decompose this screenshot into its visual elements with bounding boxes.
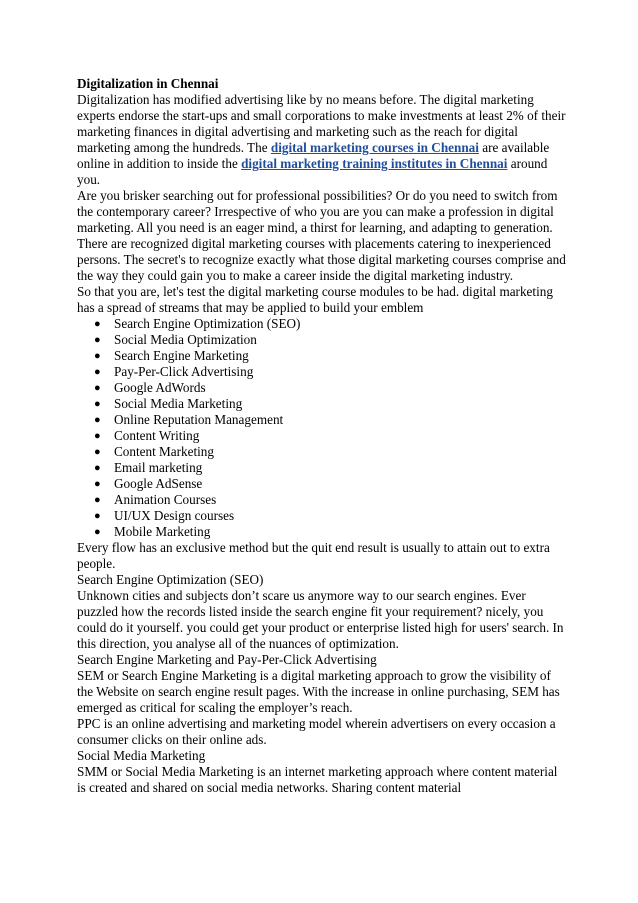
career-paragraph: Are you brisker searching out for professional possibilities? Or do you need to switch from the contemporary career? Irrespective of who you are you can make a profession in digital marketing. All you need is an eager mind, a thirst for learning, and adapting to generation. There are recognized digital marketing courses with placements catering to inexperienced persons. The secret's to recognize exactly what those digital marketing courses comprise and the way they could gain you to make a career inside the digital marketing industry. xyxy=(77,188,566,283)
bullet-icon: ● xyxy=(94,446,101,458)
flow-paragraph: Every flow has an exclusive method but the quit end result is usually to attain out to extra people. xyxy=(77,540,550,571)
seo-paragraph: Unknown cities and subjects don’t scare us anymore way to our search engines. Ever puzzled how the records listed inside the search engine fit your requirement? nicely, you could do it yourself. you could get your product or enterprise listed high for users' search. In this direction, you analyse all of the nuances of optimization. xyxy=(77,588,564,651)
smm-paragraph: SMM or Social Media Marketing is an internet marketing approach where content material is created and shared on social media networks. Sharing content material xyxy=(77,764,558,795)
intro-paragraph xyxy=(77,92,567,188)
intro-text-1: Digitalization has modified advertising like by no means before. The digital marketing experts endorse the start-ups and small corporations to make investments at least 2% of their marketing finances in digital advertising and marketing such as the reach for digital marketing among the hundreds. The xyxy=(77,92,566,155)
list-item-label: Google AdWords xyxy=(114,380,206,395)
list-item xyxy=(77,524,567,540)
list-item xyxy=(77,348,567,364)
ppc-paragraph: PPC is an online advertising and marketing model wherein advertisers on every occasion a consumer clicks on their online ads. xyxy=(77,716,556,747)
list-item xyxy=(77,364,567,380)
modules-list xyxy=(77,316,567,540)
list-item xyxy=(77,476,567,492)
bullet-icon: ● xyxy=(94,334,101,346)
intro-text-3: around you. xyxy=(77,156,548,187)
bullet-icon: ● xyxy=(94,462,101,474)
bullet-icon: ● xyxy=(94,414,101,426)
list-item xyxy=(77,492,567,508)
list-item-label: Search Engine Optimization (SEO) xyxy=(114,316,301,331)
list-item xyxy=(77,332,567,348)
bullet-icon: ● xyxy=(94,398,101,410)
list-item-label: Social Media Optimization xyxy=(114,332,257,347)
list-item xyxy=(77,396,567,412)
list-item xyxy=(77,428,567,444)
doc-title: Digitalization in Chennai xyxy=(77,76,219,91)
modules-intro-paragraph: So that you are, let's test the digital marketing course modules to be had. digital marketing has a spread of streams that may be applied to build your emblem xyxy=(77,284,553,315)
bullet-icon: ● xyxy=(94,494,101,506)
document-page xyxy=(77,76,567,796)
list-item xyxy=(77,460,567,476)
bullet-icon: ● xyxy=(94,382,101,394)
sem-paragraph: SEM or Search Engine Marketing is a digital marketing approach to grow the visibility of the Website on search engine result pages. With the increase in online purchasing, SEM has emerged as critical for scaling the employer’s reach. xyxy=(77,668,560,715)
link-training-institutes[interactable]: digital marketing training institutes in Chennai xyxy=(241,156,508,171)
list-item-label: Google AdSense xyxy=(114,476,203,491)
seo-heading: Search Engine Optimization (SEO) xyxy=(77,572,264,587)
bullet-icon: ● xyxy=(94,430,101,442)
bullet-icon: ● xyxy=(94,366,101,378)
list-item xyxy=(77,444,567,460)
bullet-icon: ● xyxy=(94,478,101,490)
list-item xyxy=(77,508,567,524)
bullet-icon: ● xyxy=(94,526,101,538)
sem-heading: Search Engine Marketing and Pay-Per-Click Advertising xyxy=(77,652,377,667)
list-item xyxy=(77,380,567,396)
list-item-label: Search Engine Marketing xyxy=(114,348,249,363)
list-item-label: Animation Courses xyxy=(114,492,217,507)
list-item-label: Email marketing xyxy=(114,460,203,475)
link-digital-marketing-courses[interactable]: digital marketing courses in Chennai xyxy=(270,140,479,155)
list-item-label: Content Marketing xyxy=(114,444,214,459)
list-item-label: UI/UX Design courses xyxy=(114,508,235,523)
bullet-icon: ● xyxy=(94,318,101,330)
intro-text-2: are available online in addition to inside the xyxy=(77,140,550,171)
bullet-icon: ● xyxy=(94,350,101,362)
list-item xyxy=(77,316,567,332)
list-item-label: Social Media Marketing xyxy=(114,396,243,411)
list-item xyxy=(77,412,567,428)
list-item-label: Mobile Marketing xyxy=(114,524,211,539)
list-item-label: Content Writing xyxy=(114,428,200,443)
list-item-label: Online Reputation Management xyxy=(114,412,284,427)
smm-heading: Social Media Marketing xyxy=(77,748,206,763)
bullet-icon: ● xyxy=(94,510,101,522)
list-item-label: Pay-Per-Click Advertising xyxy=(114,364,254,379)
